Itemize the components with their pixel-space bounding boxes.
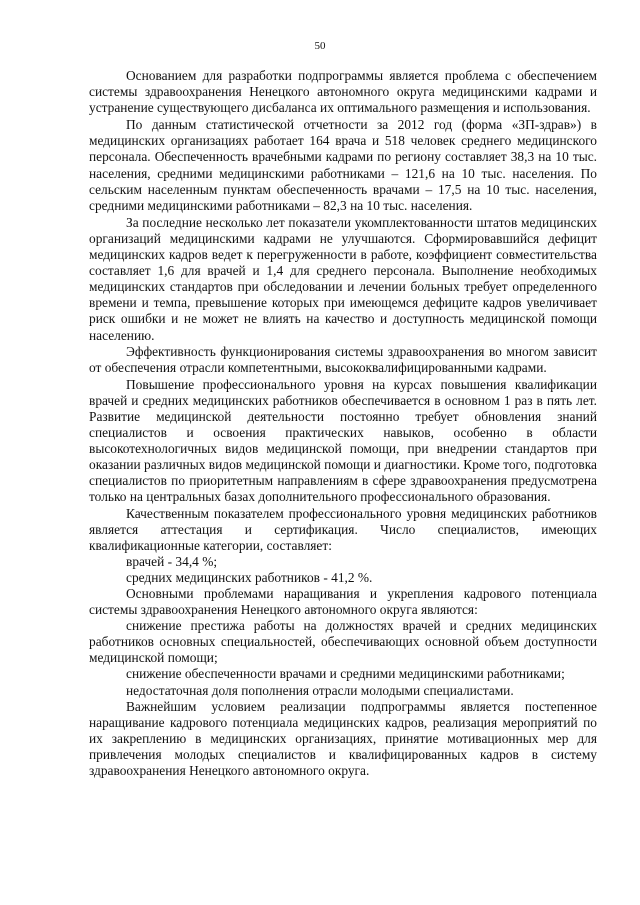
- list-item-doctors: врачей - 34,4 %;: [126, 553, 218, 569]
- list-item-provision: снижение обеспеченности врачами и средними медицинскими работниками;: [126, 666, 565, 682]
- paragraph-basis: Основанием для разработки подпрограммы является проблема с обеспечением системы здравоохранения Ненецкого автономного округа медицинскими кадрами и устранение существующего дисбаланса их оптимального размещения и использования.: [89, 68, 597, 116]
- paragraph-staffing: За последние несколько лет показатели укомплектованности штатов медицинских организаций медицинскими кадрами не улучшаются. Сформировавшийся дефицит медицинских кадров ведет к перегруженности в работе, коэффициент совместительства составляет 1,6 для врачей и 1,4 для среднего персонала. Выполнение необходимых медицинских стандартов при обследовании и лечении больных требует определенного времени и темпа, превышение которых при имеющемся дефиците кадров увеличивает риск ошибки и не может не влиять на качество и доступность медицинской помощи населению.: [89, 214, 597, 343]
- paragraph-certification: Качественным показателем профессионального уровня медицинских работников является аттестация и сертификация. Число специалистов, имеющих квалификационные категории, составляет:: [89, 505, 597, 553]
- paragraph-statistics: По данным статистической отчетности за 2012 год (форма «ЗП-здрав») в медицинских организациях работает 164 врача и 518 человек среднего медицинского персонала. Обеспеченность врачебными кадрами по региону составляет 38,3 на 10 тыс. населения, средними медицинскими работниками – 121,6 на 10 тыс. населения. По сельским населенным пунктам обеспеченность врачами – 17,5 на 10 тыс. населения, средними медицинскими работниками – 82,3 на 10 тыс. населения.: [89, 117, 597, 213]
- paragraph-efficiency: Эффективность функционирования системы здравоохранения во многом зависит от обеспечения отрасли компетентными, высококвалифицированными кадрами.: [89, 343, 597, 375]
- paragraph-qualification: Повышение профессионального уровня на курсах повышения квалификации врачей и средних медицинских работников обеспечивается в основном 1 раз в пять лет. Развитие медицинской деятельности постоянно требует обновления знаний специалистов и освоения практических навыков, особенно в области высокотехнологичных видов медицинской помощи, при внедрении стандартов при оказании различных видов медицинской помощи и диагностики. Кроме того, подготовка специалистов по приоритетным направлениям в сфере здравоохранения предусмотрена только на центральных базах дополнительного профессионального образования.: [89, 376, 597, 505]
- paragraph-problems: Основными проблемами наращивания и укрепления кадрового потенциала системы здравоохранения Ненецкого автономного округа являются:: [89, 586, 597, 618]
- body-text: [89, 68, 597, 779]
- list-item-prestige: снижение престижа работы на должностях врачей и средних медицинских работников основных специальностей, обеспечивающих основной объем доступности медицинской помощи;: [89, 618, 597, 666]
- list-item-young-specialists: недостаточная доля пополнения отрасли молодыми специалистами.: [126, 682, 514, 698]
- page-number: 50: [314, 40, 326, 52]
- paragraph-conclusion: Важнейшим условием реализации подпрограммы является постепенное наращивание кадрового потенциала медицинских кадров, реализация мероприятий по их закреплению в медицинских организациях, принятие мотивационных мер для привлечения молодых специалистов и квалифицированных кадров в систему здравоохранения Ненецкого автономного округа.: [89, 698, 597, 779]
- list-item-nurses: средних медицинских работников - 41,2 %.: [126, 569, 373, 585]
